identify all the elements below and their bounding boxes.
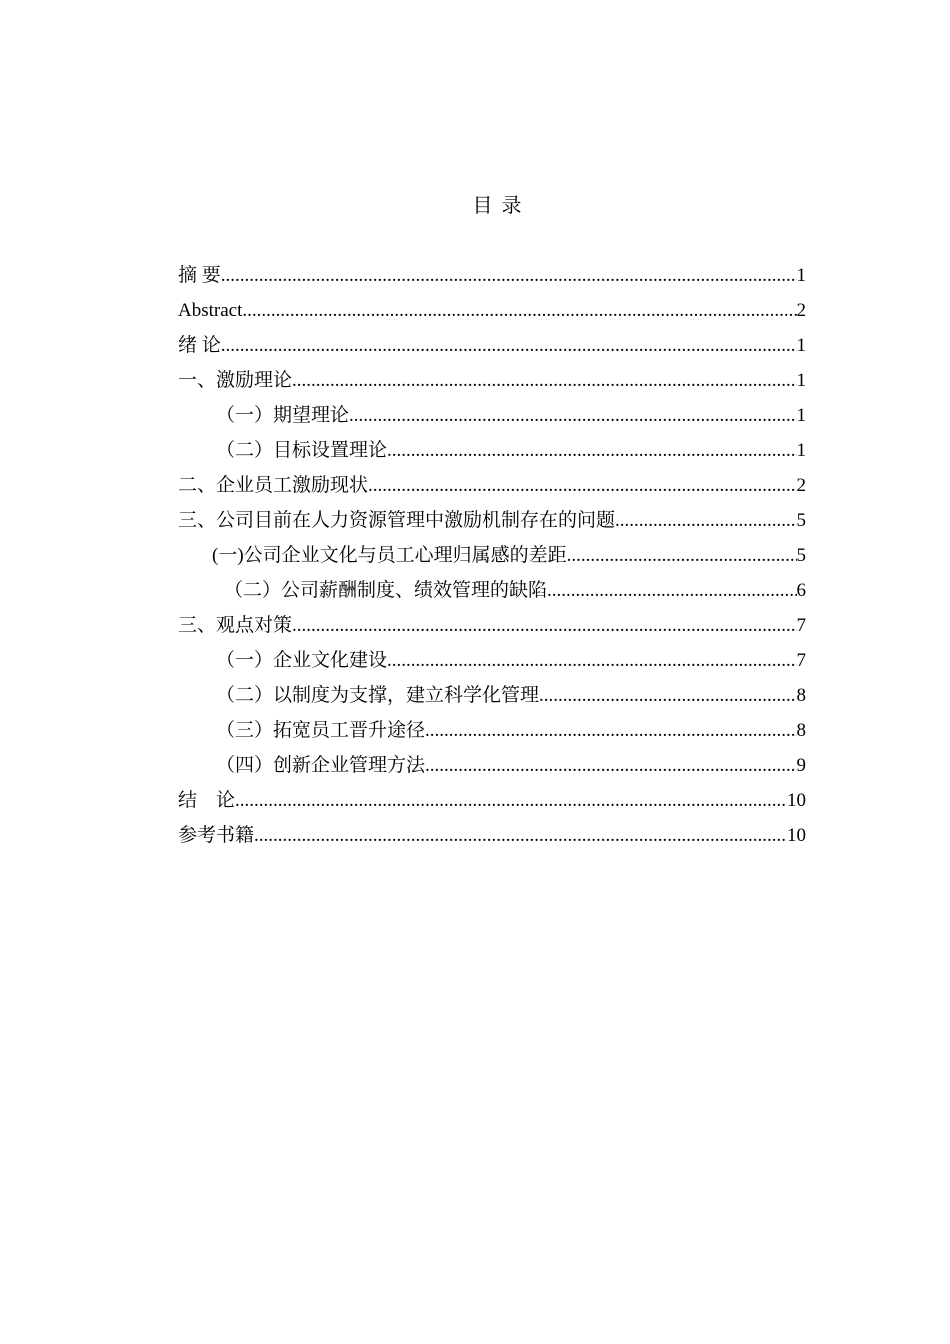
toc-entry-label: （二）公司薪酬制度、绩效管理的缺陷	[224, 580, 548, 601]
table-of-contents	[178, 258, 806, 853]
toc-page-number: 1	[796, 440, 806, 461]
toc-entry[interactable]	[178, 713, 806, 748]
toc-entry[interactable]	[178, 328, 806, 363]
toc-dot-leader	[615, 503, 796, 538]
toc-entry[interactable]	[178, 468, 806, 503]
toc-dot-leader	[242, 293, 796, 328]
toc-entry[interactable]	[178, 258, 806, 293]
toc-dot-leader	[221, 258, 797, 293]
toc-entry-label: （三）拓宽员工晋升途径	[216, 720, 426, 741]
toc-entry-label: （二）以制度为支撑，建立科学化管理	[216, 685, 540, 706]
toc-entry-label: (一)公司企业文化与员工心理归属感的差距	[212, 545, 567, 566]
toc-page-number: 7	[796, 650, 806, 671]
toc-entry[interactable]	[178, 573, 806, 608]
toc-entry[interactable]	[178, 678, 806, 713]
toc-page-number: 1	[796, 370, 806, 391]
toc-entry[interactable]	[178, 643, 806, 678]
toc-entry[interactable]	[178, 363, 806, 398]
toc-dot-leader	[254, 818, 787, 853]
toc-dot-leader	[368, 468, 796, 503]
toc-page-number: 10	[787, 790, 806, 811]
toc-entry-label: （四）创新企业管理方法	[216, 755, 426, 776]
toc-entry[interactable]	[178, 398, 806, 433]
toc-page-number: 10	[787, 825, 806, 846]
toc-entry-label: Abstract	[178, 300, 243, 321]
toc-entry-label: （二）目标设置理论	[216, 440, 388, 461]
toc-entry-label: 三、观点对策	[178, 615, 293, 636]
toc-page-number: 6	[796, 580, 806, 601]
toc-entry[interactable]	[178, 818, 806, 853]
toc-entry[interactable]	[178, 538, 806, 573]
toc-page-number: 1	[796, 405, 806, 426]
toc-entry-label: 结 论	[178, 790, 236, 811]
toc-entry[interactable]	[178, 293, 806, 328]
toc-dot-leader	[292, 608, 796, 643]
toc-entry-label: （一）企业文化建设	[216, 650, 388, 671]
toc-entry-label: 绪 论	[178, 335, 221, 356]
toc-entry[interactable]	[178, 748, 806, 783]
toc-dot-leader	[235, 783, 787, 818]
toc-page-number: 1	[796, 335, 806, 356]
toc-dot-leader	[387, 643, 796, 678]
toc-page-number: 9	[796, 755, 806, 776]
toc-dot-leader	[567, 538, 797, 573]
toc-entry-label: 摘 要	[178, 265, 221, 286]
toc-dot-leader	[539, 678, 796, 713]
toc-entry[interactable]	[178, 783, 806, 818]
toc-entry[interactable]	[178, 433, 806, 468]
toc-entry-label: 一、激励理论	[178, 370, 293, 391]
toc-dot-leader	[425, 713, 796, 748]
toc-page-number: 1	[796, 265, 806, 286]
toc-entry-label: 三、公司目前在人力资源管理中激励机制存在的问题	[178, 510, 616, 531]
toc-dot-leader	[349, 398, 796, 433]
toc-page-number: 8	[796, 720, 806, 741]
toc-entry-label: 二、企业员工激励现状	[178, 475, 369, 496]
toc-entry-label: 参考书籍	[178, 825, 255, 846]
toc-page-number: 5	[796, 510, 806, 531]
toc-entry-label: （一）期望理论	[216, 405, 350, 426]
toc-page-number: 8	[796, 685, 806, 706]
toc-dot-leader	[425, 748, 796, 783]
toc-dot-leader	[387, 433, 796, 468]
toc-page-number: 2	[796, 475, 806, 496]
toc-entry[interactable]	[178, 503, 806, 538]
toc-page-number: 2	[796, 300, 806, 321]
toc-dot-leader	[547, 573, 796, 608]
toc-dot-leader	[292, 363, 796, 398]
toc-entry[interactable]	[178, 608, 806, 643]
page-title: 目 录	[472, 195, 524, 217]
toc-page-number: 5	[796, 545, 806, 566]
toc-page-number: 7	[796, 615, 806, 636]
toc-dot-leader	[221, 328, 797, 363]
